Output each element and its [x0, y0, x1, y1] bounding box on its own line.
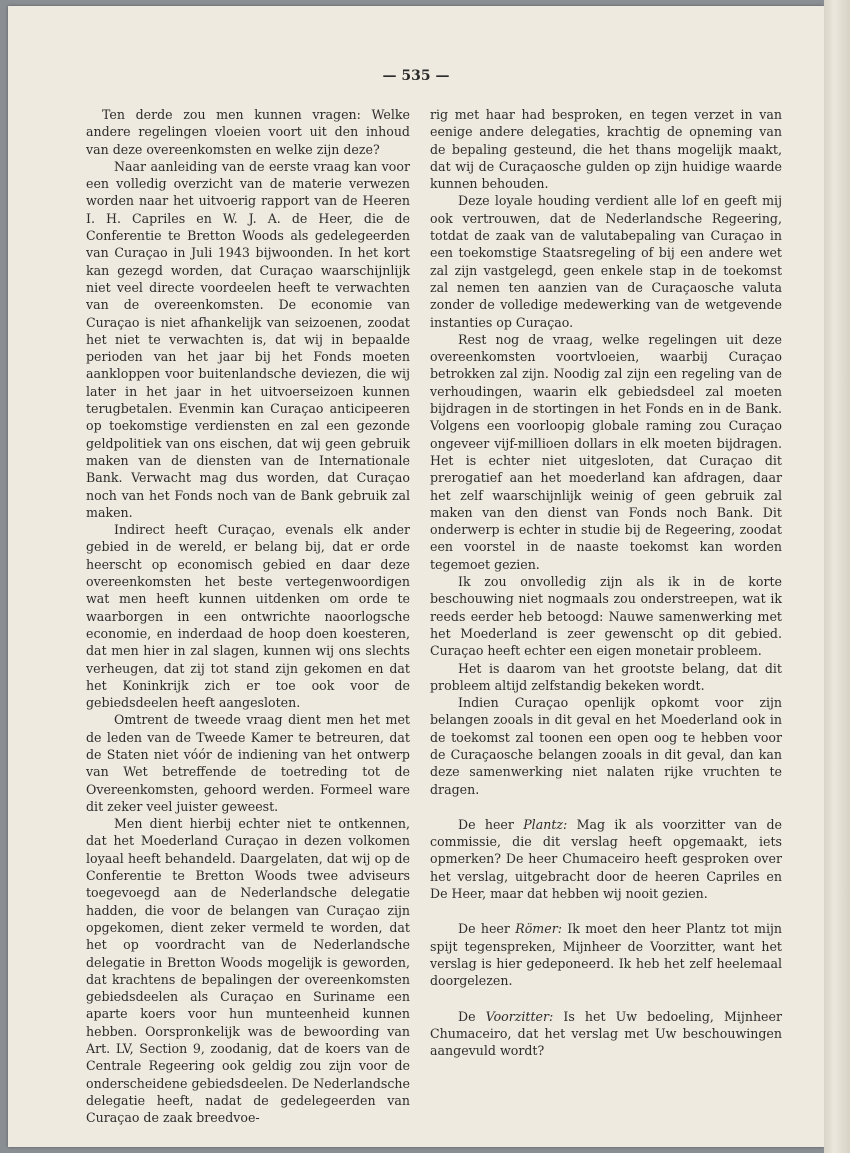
speaker-prefix: De heer: [458, 816, 524, 832]
speaker-prefix: De heer: [458, 921, 516, 937]
dialogue-turn-voorzitter: [430, 1008, 782, 1060]
speaker-name: Voorzitter:: [485, 1008, 554, 1024]
speech-text: Is het Uw bedoeling, Mijnheer Chumaceiro, dat het verslag met Uw beschouwingen aangevuld wordt?: [430, 1008, 782, 1059]
page-number: — 535 —: [382, 68, 450, 84]
paragraph: Men dient hierbij echter niet te ontkennen, dat het Moederland Curaçao in dezen volkomen loyaal heeft behandeld. Daargelaten, dat wij op de Conferentie te Bretton Woods twee adviseurs toegevoegd aan de Nederlandsche delegatie hadden, die voor de belangen van Curaçao zijn opgekomen, dient zeker vermeld te worden, dat het op voordracht van de Nederlandsche delegatie in Bretton Woods mogelijk is geworden, dat krachtens de bepalingen der overeenkomsten gebiedsdeelen als Curaçao en Suriname een aparte koers voor hun munteenheid kunnen hebben. Oorspronkelijk was de bewoording van Art. LV, Section 9, zoodanig, dat de koers van de Centrale Regeering ook geldig zou zijn voor de onderscheidene gebiedsdeelen. De Nederlandsche delegatie heeft, nadat de gedelegeerden van Curaçao de zaak breedvoe-: [86, 816, 410, 1126]
paragraph: Indirect heeft Curaçao, evenals elk ander gebied in de wereld, er belang bij, dat er orde heerscht op economisch gebied en daar deze overeenkomsten het beste vertegenwoordigen wat men heeft kunnen uitdenken om orde te waarborgen in een ontwrichte naoorlogsche economie, en inderdaad de hoop doen koesteren, dat men hier in zal slagen, kunnen wij ons slechts verheugen, dat zij tot stand zijn gekomen en dat het Koninkrijk zich er toe ook voor de gebiedsdeelen heeft aangesloten.: [86, 522, 410, 711]
right-text-column: [430, 106, 782, 1059]
paragraph: Deze loyale houding verdient alle lof en geeft mij ook vertrouwen, dat de Nederlandsche Regeering, totdat de zaak van de valutabepaling van Curaçao in een toekomstige Staatsregeling of bij een andere wet zal zijn vastgelegd, geen enkele stap in de toekomst zal nemen ten aanzien van de Curaçaosche valuta zonder de volledige medewerking van de wetgevende instanties op Curaçao.: [430, 193, 782, 330]
speaker-prefix: De: [458, 1008, 486, 1024]
left-text-column: [86, 106, 410, 1127]
speech-text: Mag ik als voorzitter van de commissie, die dit verslag heeft opgemaakt, iets opmerken? De heer Chumaceiro heeft gesproken over het verslag, uitgebracht door de heeren Capriles en De Heer, maar dat hebben wij nooit gezien.: [430, 816, 783, 902]
speaker-name: Plantz:: [523, 816, 568, 832]
paragraph: Het is daarom van het grootste belang, dat dit probleem altijd zelfstandig bekeken wordt.: [430, 660, 782, 693]
paragraph: rig met haar had besproken, en tegen verzet in van eenige andere delegaties, krachtig de opneming van de bepaling gesteund, die het thans mogelijk maakt, dat wij de Curaçaosche gulden op zijn huidige waarde kunnen behouden.: [430, 107, 782, 192]
paragraph: Indien Curaçao openlijk opkomt voor zijn belangen zooals in dit geval en het Moederland ook in de toekomst zal toonen een open oog te hebben voor de Curaçaosche belangen zooals in dit geval, dan kan deze samenwerking niet nalaten rijke vruchten te dragen.: [430, 695, 782, 797]
paragraph: Naar aanleiding van de eerste vraag kan voor een volledig overzicht van de materie verwezen worden naar het uitvoerig rapport van de Heeren I. H. Capriles en W. J. A. de Heer, die de Conferentie te Bretton Woods als gedelegeerden van Curaçao in Juli 1943 bijwoonden. In het kort kan gezegd worden, dat Curaçao waarschijnlijk niet veel directe voordeelen heeft te verwachten van de overeenkomsten. De economie van Curaçao is niet afhankelijk van seizoenen, zoodat het niet te verwachten is, dat wij in bepaalde perioden van het jaar bij het Fonds moeten aankloppen voor buitenlandsche deviezen, die wij later in het jaar in het uitvoerseizoen kunnen terugbetalen. Evenmin kan Curaçao anticipeeren op toekomstige verdiensten en zal een gezonde geldpolitiek van ons eischen, dat wij geen gebruik maken van de diensten van de Internationale Bank. Verwacht mag dus worden, dat Curaçao noch van het Fonds noch van de Bank gebruik zal maken.: [86, 158, 410, 520]
paragraph: Ik zou onvolledig zijn als ik in de korte beschouwing niet nogmaals zou onderstreepen, wat ik reeds eerder heb betoogd: Nauwe samenwerking met het Moederland is zeer gewenscht op dit gebied. Curaçao heeft echter een eigen monetair probleem.: [430, 574, 782, 659]
paragraph: Omtrent de tweede vraag dient men het met de leden van de Tweede Kamer te betreuren, dat de Staten niet vóór de indiening van het ontwerp van Wet betreffende de toetreding tot de Overeenkomsten, gehoord werden. Formeel ware dit zeker veel juister geweest.: [86, 712, 410, 814]
paragraph: Ten derde zou men kunnen vragen: Welke andere regelingen vloeien voort uit den inhoud van deze overeenkomsten en welke zijn deze?: [86, 107, 410, 157]
dialogue-turn-plantz: [430, 816, 782, 902]
speaker-name: Römer:: [515, 921, 562, 937]
paragraph: Rest nog de vraag, welke regelingen uit deze overeenkomsten voortvloeien, waarbij Curaçao betrokken zal zijn. Noodig zal zijn een regeling van de verhoudingen, waarin elk gebiedsdeel zal moeten bijdragen in de stortingen in het Fonds en in de Bank. Volgens een voorloopig globale raming zou Curaçao ongeveer vijf-millioen dollars in elk moeten bijdragen. Het is echter niet uitgesloten, dat Curaçao dit prerogatief aan het moederland kan afdragen, daar het zelf waarschijnlijk weinig of geen gebruik zal maken van den dienst van Fonds noch Bank. Dit onderwerp is echter in studie bij de Regeering, zoodat een voorstel in de naaste toekomst kan worden tegemoet gezien.: [430, 331, 782, 572]
page-edge: [824, 0, 850, 1153]
dialogue-turn-romer: [430, 920, 782, 989]
document-page: [8, 6, 824, 1147]
speech-text: Ik moet den heer Plantz tot mijn spijt tegenspreken, Mijnheer de Voorzitter, want het verslag is hier gedeponeerd. Ik heb het zelf heelemaal doorgelezen.: [430, 921, 783, 989]
